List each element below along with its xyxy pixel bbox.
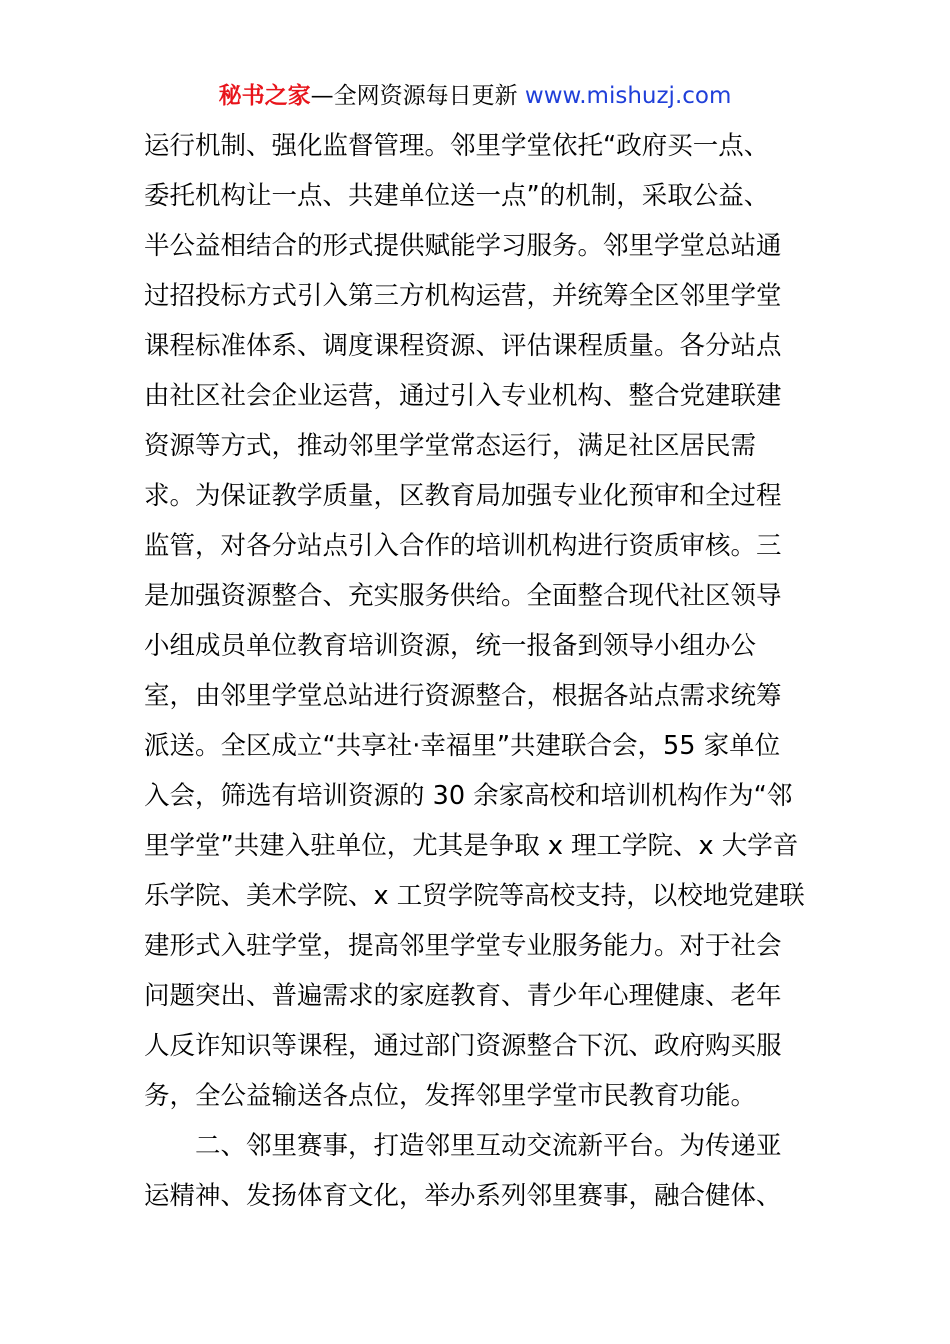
body-line: 监管，对各分站点引入合作的培训机构进行资质审核。三: [144, 531, 782, 561]
body-line: 求。为保证教学质量，区教育局加强专业化预审和全过程: [144, 481, 782, 511]
body-line: 务，全公益输送各点位，发挥邻里学堂市民教育功能。: [144, 1081, 757, 1111]
body-line: 由社区社会企业运营，通过引入专业机构、整合党建联建: [144, 381, 782, 411]
body-line: 问题突出、普遍需求的家庭教育、青少年心理健康、老年: [144, 981, 782, 1011]
document-body: [144, 121, 808, 1221]
body-line: 入会，筛选有培训资源的 30 余家高校和培训机构作为“邻: [144, 781, 793, 811]
body-line: 小组成员单位教育培训资源，统一报备到领导小组办公: [144, 631, 757, 661]
body-line: 里学堂”共建入驻单位，尤其是争取 x 理工学院、x 大学音: [144, 831, 799, 861]
body-line: 室，由邻里学堂总站进行资源整合，根据各站点需求统筹: [144, 681, 782, 711]
body-line: 半公益相结合的形式提供赋能学习服务。邻里学堂总站通: [144, 231, 782, 261]
body-line: 乐学院、美术学院、x 工贸学院等高校支持，以校地党建联: [144, 881, 805, 911]
body-line: 课程标准体系、调度课程资源、评估课程质量。各分站点: [144, 331, 782, 361]
header-url-link[interactable]: www.mishuzj.com: [524, 83, 732, 109]
page-header: [0, 80, 950, 112]
body-line: 是加强资源整合、充实服务供给。全面整合现代社区领导: [144, 581, 782, 611]
body-line: 过招投标方式引入第三方机构运营，并统筹全区邻里学堂: [144, 281, 782, 311]
section-heading-line: 二、邻里赛事，打造邻里互动交流新平台。为传递亚: [195, 1131, 782, 1161]
body-line: 运行机制、强化监督管理。邻里学堂依托“政府买一点、: [144, 131, 770, 161]
body-line: 建形式入驻学堂，提高邻里学堂专业服务能力。对于社会: [144, 931, 782, 961]
body-line: 委托机构让一点、共建单位送一点”的机制，采取公益、: [144, 181, 770, 211]
header-brand: 秘书之家: [218, 83, 311, 109]
body-line: 人反诈知识等课程，通过部门资源整合下沉、政府购买服: [144, 1031, 782, 1061]
body-line: 资源等方式，推动邻里学堂常态运行，满足社区居民需: [144, 431, 757, 461]
header-tagline: —全网资源每日更新: [310, 83, 525, 109]
body-line: 派送。全区成立“共享社·幸福里”共建联合会，55 家单位: [144, 731, 781, 761]
body-line: 运精神、发扬体育文化，举办系列邻里赛事，融合健体、: [144, 1181, 782, 1211]
